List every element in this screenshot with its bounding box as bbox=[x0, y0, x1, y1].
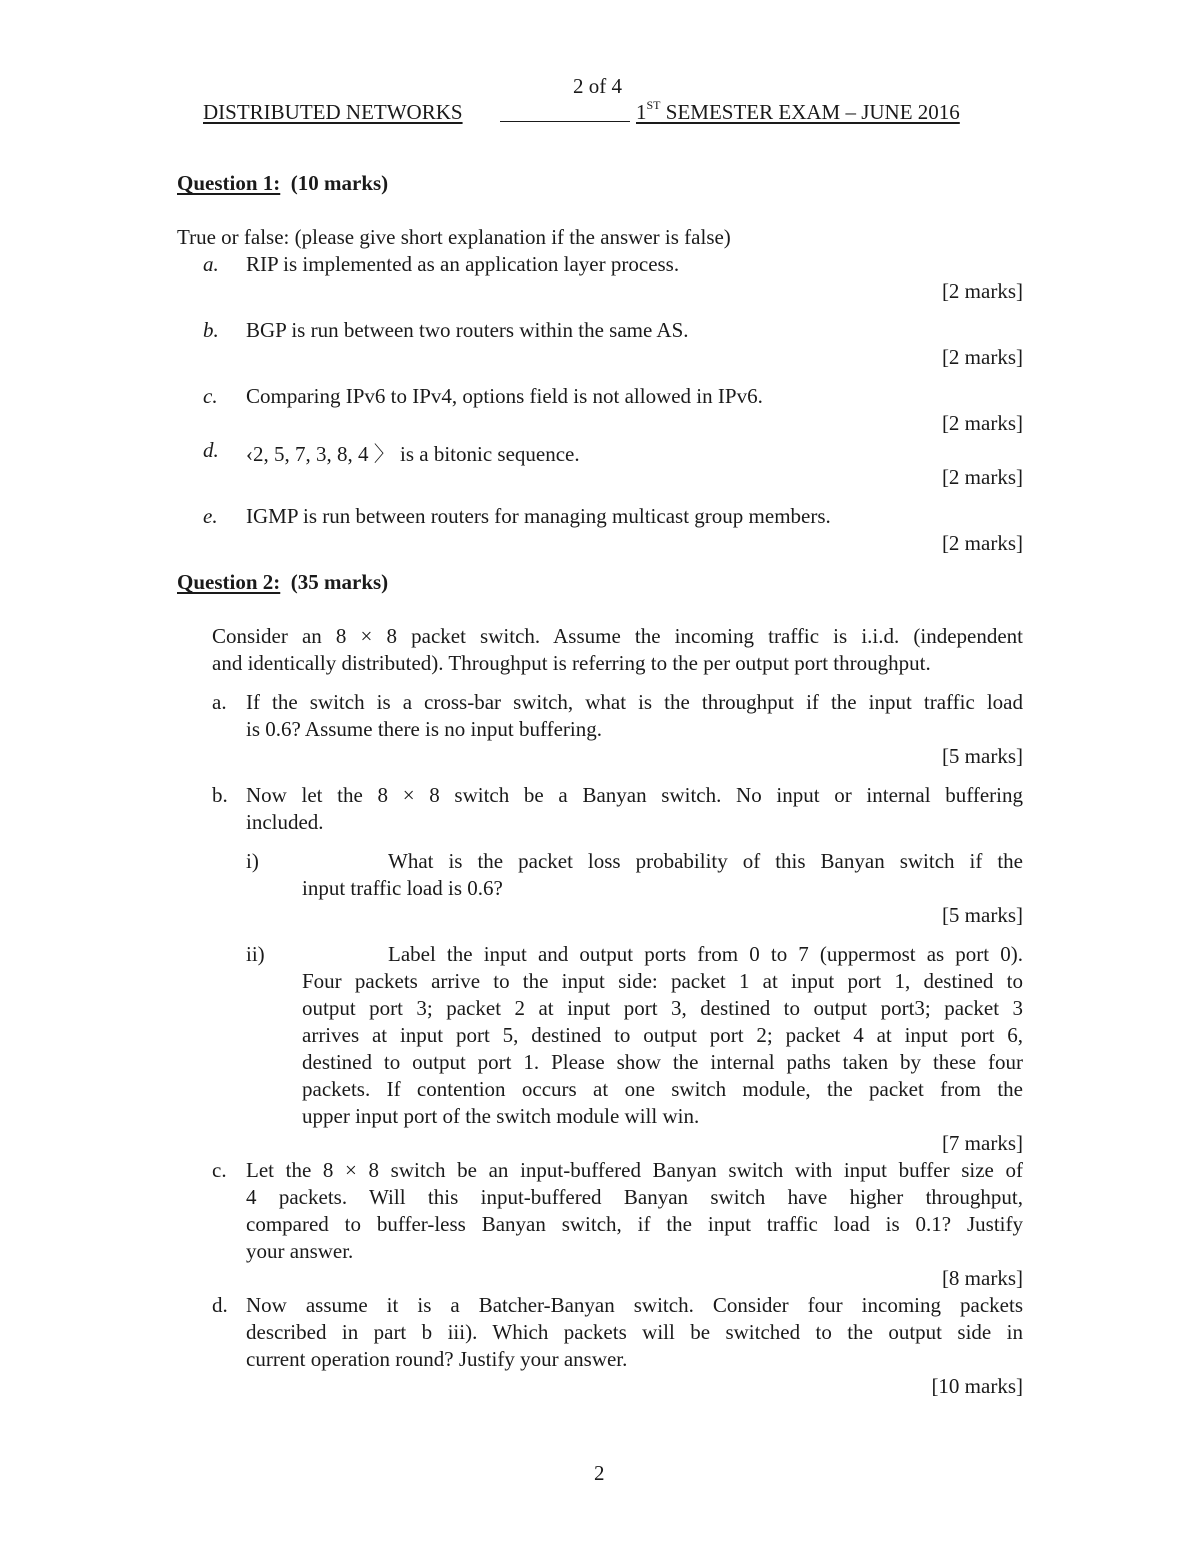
header-rule bbox=[500, 121, 630, 122]
question-2-title: Question 2: bbox=[177, 570, 281, 594]
q2-b-ii-label: ii) bbox=[246, 942, 265, 966]
q1-item-e-label: e. bbox=[203, 504, 218, 528]
q2-d-line-1: Now assume it is a Batcher-Banyan switch. Consider four incoming packets bbox=[246, 1293, 1023, 1317]
question-1-heading bbox=[177, 171, 388, 196]
q2-b-ii-line-4: arrives at input port 5, destined to output port 2; packet 4 at input port 6, bbox=[302, 1023, 1023, 1047]
q1-item-a-marks: [2 marks] bbox=[941, 279, 1023, 303]
q2-b-ii-line-3: output port 3; packet 2 at input port 3, destined to output port3; packet 3 bbox=[302, 996, 1023, 1020]
q2-b-ii-marks: [7 marks] bbox=[941, 1131, 1023, 1155]
q1-item-c-text: Comparing IPv6 to IPv4, options field is not allowed in IPv6. bbox=[246, 384, 763, 408]
q2-b-ii-line-1: Label the input and output ports from 0 to 7 (uppermost as port 0). bbox=[388, 942, 1023, 966]
q2-d-label: d. bbox=[212, 1293, 228, 1317]
q1-item-b-text: BGP is run between two routers within the same AS. bbox=[246, 318, 689, 342]
q1-item-b-marks: [2 marks] bbox=[941, 345, 1023, 369]
q2-b-ii-line-7: upper input port of the switch module will win. bbox=[302, 1104, 700, 1128]
q1-item-b-label: b. bbox=[203, 318, 219, 342]
q2-b-ii-line-5: destined to output port 1. Please show the internal paths taken by these four bbox=[302, 1050, 1023, 1074]
question-2-heading bbox=[177, 570, 388, 595]
q2-a-line-1: If the switch is a cross-bar switch, what is the throughput if the input traffic load bbox=[246, 690, 1023, 714]
q2-b-label: b. bbox=[212, 783, 228, 807]
q1-item-e-marks: [2 marks] bbox=[941, 531, 1023, 555]
question-1-title: Question 1: bbox=[177, 171, 281, 195]
q1-item-c-label: c. bbox=[203, 384, 218, 408]
q2-b-i-label: i) bbox=[246, 849, 259, 873]
q1-item-d-marks: [2 marks] bbox=[941, 465, 1023, 489]
q2-c-line-2: 4 packets. Will this input-buffered Banyan switch have higher throughput, bbox=[246, 1185, 1023, 1209]
q1-item-a-text: RIP is implemented as an application layer process. bbox=[246, 252, 680, 276]
exam-rest: SEMESTER EXAM – JUNE 2016 bbox=[660, 100, 960, 124]
q1-item-c-marks: [2 marks] bbox=[941, 411, 1023, 435]
q1-item-d-text: ‹2, 5, 7, 3, 8, 4 〉 is a bitonic sequence. bbox=[246, 442, 580, 466]
q1-item-d-label: d. bbox=[203, 438, 219, 462]
page-of-label: 2 of 4 bbox=[573, 74, 622, 98]
q2-b-ii-line-2: Four packets arrive to the input side: packet 1 at input port 1, destined to bbox=[302, 969, 1023, 993]
q2-a-label: a. bbox=[212, 690, 227, 714]
q2-c-label: c. bbox=[212, 1158, 227, 1182]
question-1-marks: (10 marks) bbox=[290, 171, 389, 195]
question-1-intro: True or false: (please give short explanation if the answer is false) bbox=[177, 225, 731, 249]
q2-d-line-2: described in part b iii). Which packets will be switched to the output side in bbox=[246, 1320, 1023, 1344]
page-number: 2 bbox=[594, 1461, 605, 1485]
q2-d-marks: [10 marks] bbox=[931, 1374, 1023, 1398]
q2-intro-line-2: and identically distributed). Throughput is referring to the per output port throughput. bbox=[212, 651, 931, 675]
question-2-marks: (35 marks) bbox=[290, 570, 389, 594]
q2-c-line-4: your answer. bbox=[246, 1239, 354, 1263]
q1-item-e-text: IGMP is run between routers for managing multicast group members. bbox=[246, 504, 831, 528]
q2-b-i-line-1: What is the packet loss probability of this Banyan switch if the bbox=[388, 849, 1023, 873]
q2-c-line-1: Let the 8 × 8 switch be an input-buffered Banyan switch with input buffer size of bbox=[246, 1158, 1023, 1182]
course-title: DISTRIBUTED NETWORKS bbox=[203, 100, 463, 124]
q2-b-i-line-2: input traffic load is 0.6? bbox=[302, 876, 503, 900]
q1-item-a-label: a. bbox=[203, 252, 219, 276]
exam-number: 1 bbox=[636, 100, 647, 124]
q2-c-marks: [8 marks] bbox=[941, 1266, 1023, 1290]
exam-title bbox=[636, 100, 960, 125]
q2-b-i-marks: [5 marks] bbox=[941, 903, 1023, 927]
q2-d-line-3: current operation round? Justify your answer. bbox=[246, 1347, 628, 1371]
q2-a-line-2: is 0.6? Assume there is no input buffering. bbox=[246, 717, 602, 741]
q2-c-line-3: compared to buffer-less Banyan switch, if the input traffic load is 0.1? Justify bbox=[246, 1212, 1023, 1236]
q2-intro-line-1: Consider an 8 × 8 packet switch. Assume the incoming traffic is i.i.d. (independent bbox=[212, 624, 1023, 648]
exam-ordinal: ST bbox=[646, 98, 661, 112]
q2-a-marks: [5 marks] bbox=[941, 744, 1023, 768]
q2-b-line-1: Now let the 8 × 8 switch be a Banyan switch. No input or internal buffering bbox=[246, 783, 1023, 807]
q2-b-ii-line-6: packets. If contention occurs at one switch module, the packet from the bbox=[302, 1077, 1023, 1101]
q2-b-line-2: included. bbox=[246, 810, 324, 834]
